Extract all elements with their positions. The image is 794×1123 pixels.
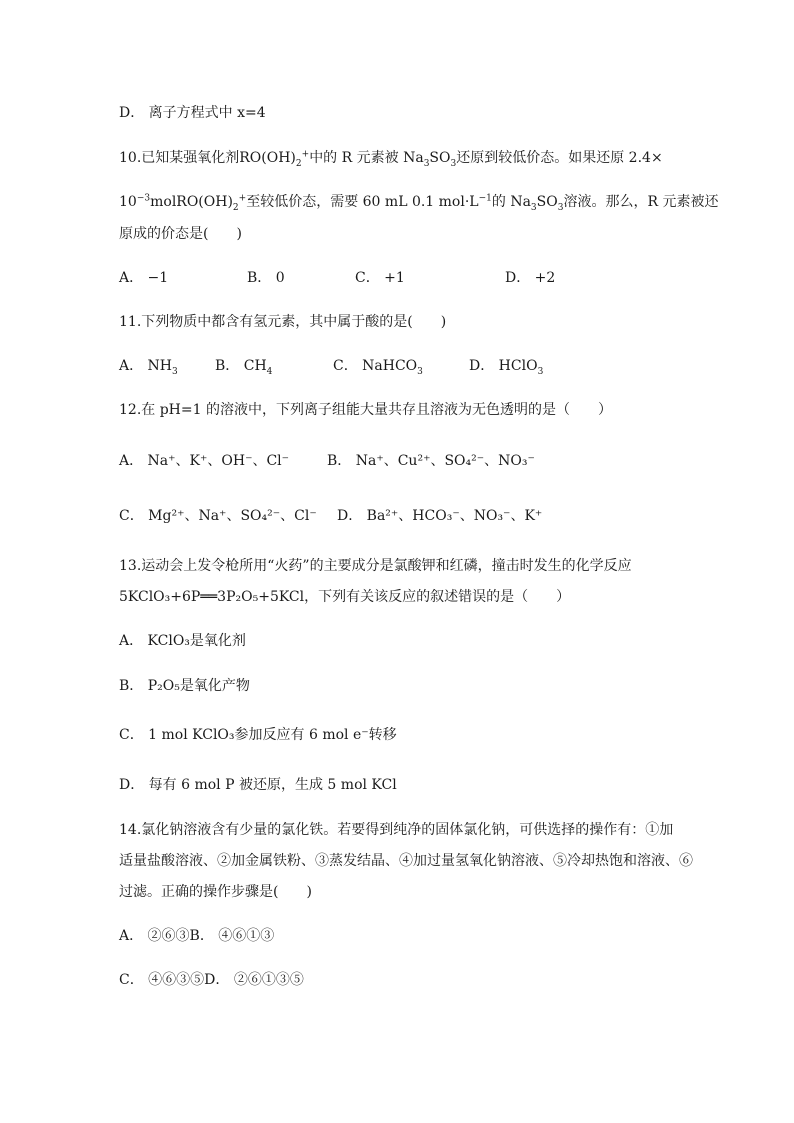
q10-option-a: A． −1 [119, 270, 169, 286]
q14-options-ab: A． ②⑥③B． ④⑥①③ [119, 928, 275, 944]
q10-option-b: B． 0 [247, 270, 285, 286]
q10-stem-line1: 10.已知某强氧化剂$RO(OH)_2^+$中的 R 元素被 $Na_3SO_3$还原到较低价态。如果还原 2.4× [119, 149, 663, 169]
q11-stem: 11.下列物质中都含有氢元素，其中属于酸的是( ) [119, 314, 447, 330]
q9-option-d: D． 离子方程式中 x=4 [119, 105, 266, 121]
q13-option-a: A． KClO₃是氧化剂 [119, 633, 246, 649]
q10-option-c: C． +1 [355, 270, 405, 286]
q14-stem-line1: 14.氯化钠溶液含有少量的氯化铁。若要得到纯净的固体氯化钠，可供选择的操作有：①加 [119, 822, 674, 838]
q10-option-d: D． +2 [505, 270, 556, 286]
q10-stem-line3: 原成的价态是( ) [119, 226, 242, 242]
q13-option-d: D． 每有 6 mol P 被还原，生成 5 mol KCl [119, 777, 397, 793]
q12-option-a: A． Na⁺、K⁺、OH⁻、Cl⁻ [119, 453, 290, 469]
q10-stem-line2: $10^{-3}molRO(OH)_2^+$至较低价态，需要 60 mL 0.1 $mol\cdot L^{-1}$的 $Na_3SO_3$溶液。那么，R 元素被还 [119, 193, 719, 213]
q12-options-ab [119, 451, 535, 471]
q11-option-c: C． NaHCO$_3$ [333, 358, 423, 377]
q12-stem: 12.在 pH=1 的溶液中，下列离子组能大量共存且溶液为无色透明的是（ ） [119, 402, 612, 418]
q12-option-d: D． Ba²⁺、HCO₃⁻、NO₃⁻、K⁺ [337, 508, 543, 524]
q10-options [119, 268, 555, 288]
q14-stem-line2: 适量盐酸溶液、②加金属铁粉、③蒸发结晶、④加过量氢氧化钠溶液、⑤冷却热饱和溶液、⑥ [119, 853, 693, 869]
q14-stem-line3: 过滤。正确的操作步骤是( ) [119, 884, 312, 900]
q14-options-cd: C． ④⑥③⑤D． ②⑥①③⑤ [119, 972, 304, 988]
q12-options-cd [119, 506, 542, 526]
q11-option-b: B． $CH_4$ [215, 358, 273, 377]
q12-option-b: B． Na⁺、Cu²⁺、SO₄²⁻、NO₃⁻ [327, 453, 535, 469]
q13-stem-line2: 5KClO₃+6P══3P₂O₅+5KCl，下列有关该反应的叙述错误的是（ ） [119, 589, 571, 605]
q13-option-b: B． P₂O₅是氧化产物 [119, 678, 250, 694]
q13-option-c: C． 1 mol KClO₃参加反应有 6 mol e⁻转移 [119, 727, 397, 743]
q11-option-d: D． HClO$_3$ [469, 358, 544, 377]
q11-options [119, 356, 543, 376]
q11-option-a: A． $NH_3$ [119, 358, 178, 377]
q13-stem-line1: 13.运动会上发令枪所用“火药”的主要成分是氯酸钾和红磷，撞击时发生的化学反应 [119, 558, 632, 574]
q12-option-c: C． Mg²⁺、Na⁺、SO₄²⁻、Cl⁻ [119, 508, 317, 524]
